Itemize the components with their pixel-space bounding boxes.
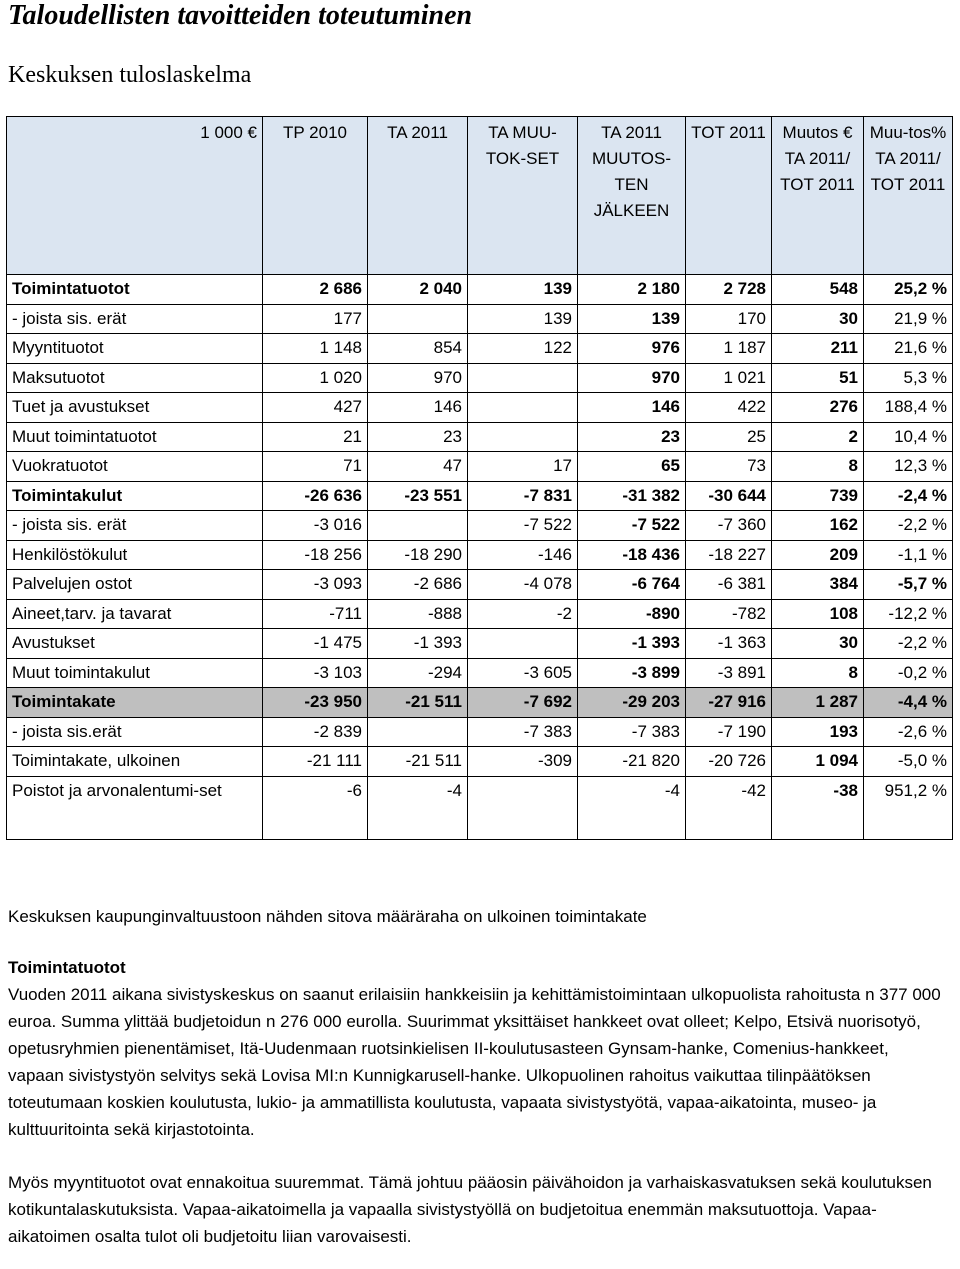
table-cell: 188,4 %	[864, 393, 953, 423]
table-cell: -18 227	[686, 540, 772, 570]
table-cell: 162	[772, 511, 864, 541]
table-cell: 139	[468, 275, 578, 305]
table-cell: 8	[772, 452, 864, 482]
table-cell: -31 382	[578, 481, 686, 511]
table-cell: 739	[772, 481, 864, 511]
table-row	[7, 540, 953, 570]
table-cell: -7 522	[578, 511, 686, 541]
table-cell: 854	[368, 334, 468, 364]
table-cell: -23 950	[263, 688, 368, 718]
table-cell: -782	[686, 599, 772, 629]
table-cell	[368, 717, 468, 747]
table-cell: -4,4 %	[864, 688, 953, 718]
table-cell: 8	[772, 658, 864, 688]
table-cell: 2 728	[686, 275, 772, 305]
binding-note: Keskuksen kaupunginvaltuustoon nähden sitova määräraha on ulkoinen toimintakate	[8, 907, 647, 926]
table-cell: -18 256	[263, 540, 368, 570]
table-row	[7, 570, 953, 600]
row-label: Aineet,tarv. ja tavarat	[7, 599, 263, 629]
column-header: 1 000 €	[7, 117, 263, 275]
table-row	[7, 747, 953, 777]
column-header: Muutos € TA 2011/ TOT 2011	[772, 117, 864, 275]
table-row	[7, 452, 953, 482]
table-cell: -711	[263, 599, 368, 629]
table-cell: 10,4 %	[864, 422, 953, 452]
page-subtitle: Keskuksen tuloslaskelma	[8, 62, 252, 88]
table-cell: 427	[263, 393, 368, 423]
table-cell: 384	[772, 570, 864, 600]
column-header: TA 2011	[368, 117, 468, 275]
table-cell: -2,2 %	[864, 629, 953, 659]
table-cell: 422	[686, 393, 772, 423]
table-cell: -23 551	[368, 481, 468, 511]
table-cell: 30	[772, 629, 864, 659]
table-cell: -7 383	[468, 717, 578, 747]
table-cell: -21 111	[263, 747, 368, 777]
table-cell: 209	[772, 540, 864, 570]
table-cell: 21,9 %	[864, 304, 953, 334]
table-row	[7, 511, 953, 541]
row-label: Myyntituotot	[7, 334, 263, 364]
row-label: Muut toimintatuotot	[7, 422, 263, 452]
text-block	[8, 903, 948, 1250]
table-cell: 17	[468, 452, 578, 482]
table-cell: 71	[263, 452, 368, 482]
table-cell: 12,3 %	[864, 452, 953, 482]
table-cell: -7 383	[578, 717, 686, 747]
table-cell	[468, 393, 578, 423]
table-row	[7, 304, 953, 334]
table-header-row	[7, 117, 953, 275]
table-cell: 65	[578, 452, 686, 482]
table-cell: -2,6 %	[864, 717, 953, 747]
table-row	[7, 393, 953, 423]
table-cell: -7 692	[468, 688, 578, 718]
column-header: TOT 2011	[686, 117, 772, 275]
table-cell	[468, 422, 578, 452]
section-heading: Toimintatuotot	[8, 958, 126, 977]
table-cell: 1 020	[263, 363, 368, 393]
paragraph-1: Vuoden 2011 aikana sivistyskeskus on saanut erilaisiin hankkeisiin ja kehittämistoimintaan ulkopuolista rahoitusta n 377 000 euroa. Summa ylittää budjetoidun n 276 000 eurolla. Suurimmat yksittäiset hankkeet ovat olleet; Kelpo, Etsivä nuorisotyö, opetusryhmien pienentämiset, Itä-Uudenmaan ruotsinkielisen II-koulutusasteen Gynsam-hanke, Comenius-hankkeet, vapaan sivistystyön selvitys sekä Lovisa MI:n Kunnigkarusell-hanke. Ulkopuolinen rahoitus vaikuttaa tilinpäätöksen toteutumaan koskien koulutusta, lukio- ja ammatillista koulutusta, vapaata sivistystyötä, vapaa-aikatointa, museo- ja kulttuuritointa sekä kirjastotointa.	[8, 985, 941, 1139]
table-cell: -2 686	[368, 570, 468, 600]
table-cell: -18 436	[578, 540, 686, 570]
table-cell: -0,2 %	[864, 658, 953, 688]
row-label: Tuet ja avustukset	[7, 393, 263, 423]
table-row	[7, 629, 953, 659]
table-cell: 146	[368, 393, 468, 423]
table-cell: 51	[772, 363, 864, 393]
row-label: Poistot ja arvonalentumi-set	[7, 776, 263, 839]
table-cell: -26 636	[263, 481, 368, 511]
table-row	[7, 717, 953, 747]
table-cell: 25,2 %	[864, 275, 953, 305]
table-cell: -6 764	[578, 570, 686, 600]
paragraph-2: Myös myyntituotot ovat ennakoitua suuremmat. Tämä johtuu pääosin päivähoidon ja varhaiskasvatuksen sekä koulutuksen kotikuntalaskutuksista. Vapaa-aikatoimella ja vapaalla sivistystyöllä on budjetoitua enemmän maksutuottoja. Vapaa-aikatoimen osalta tulot oli budjetoitu liian varovaisesti.	[8, 1173, 932, 1246]
table-cell: 30	[772, 304, 864, 334]
table-cell: -7 360	[686, 511, 772, 541]
table-row	[7, 776, 953, 839]
row-label: Maksutuotot	[7, 363, 263, 393]
table-cell: 2 180	[578, 275, 686, 305]
table-row	[7, 334, 953, 364]
column-header: TA 2011 MUUTOS-TEN JÄLKEEN	[578, 117, 686, 275]
table-cell: -7 522	[468, 511, 578, 541]
row-label: Henkilöstökulut	[7, 540, 263, 570]
row-label: Toimintakate, ulkoinen	[7, 747, 263, 777]
row-label: - joista sis. erät	[7, 304, 263, 334]
column-header: Muu-tos% TA 2011/ TOT 2011	[864, 117, 953, 275]
table-cell: -21 511	[368, 688, 468, 718]
row-label: Muut toimintakulut	[7, 658, 263, 688]
table-cell: -4 078	[468, 570, 578, 600]
table-cell: -27 916	[686, 688, 772, 718]
table-cell: -7 831	[468, 481, 578, 511]
table-cell: -3 103	[263, 658, 368, 688]
table-cell: 21	[263, 422, 368, 452]
row-label: - joista sis. erät	[7, 511, 263, 541]
table-cell: -3 093	[263, 570, 368, 600]
table-cell: -888	[368, 599, 468, 629]
table-row	[7, 481, 953, 511]
table-cell: 21,6 %	[864, 334, 953, 364]
table-cell	[368, 304, 468, 334]
table-cell: 1 094	[772, 747, 864, 777]
table-cell: 976	[578, 334, 686, 364]
table-cell: -1 393	[578, 629, 686, 659]
table-cell: -1 475	[263, 629, 368, 659]
table-cell: 548	[772, 275, 864, 305]
table-cell: -21 511	[368, 747, 468, 777]
row-label: Toimintakulut	[7, 481, 263, 511]
table-cell: -7 190	[686, 717, 772, 747]
table-cell	[368, 511, 468, 541]
table-cell: 177	[263, 304, 368, 334]
row-label: Vuokratuotot	[7, 452, 263, 482]
table-cell: 139	[578, 304, 686, 334]
table-cell: -3 016	[263, 511, 368, 541]
table-cell: -4	[578, 776, 686, 839]
table-cell: -4	[368, 776, 468, 839]
table-cell: 951,2 %	[864, 776, 953, 839]
table-cell: -12,2 %	[864, 599, 953, 629]
table-cell: -5,7 %	[864, 570, 953, 600]
table-cell: -29 203	[578, 688, 686, 718]
table-cell: 2 686	[263, 275, 368, 305]
table-cell: 23	[368, 422, 468, 452]
table-cell: -1 393	[368, 629, 468, 659]
table-cell: 170	[686, 304, 772, 334]
table-cell: -30 644	[686, 481, 772, 511]
table-cell: -2	[468, 599, 578, 629]
table-cell: -6 381	[686, 570, 772, 600]
table-cell: 193	[772, 717, 864, 747]
income-statement-table	[6, 116, 953, 840]
table-cell: -294	[368, 658, 468, 688]
table-cell: -890	[578, 599, 686, 629]
table-row	[7, 599, 953, 629]
table-cell: -6	[263, 776, 368, 839]
table-cell: 1 287	[772, 688, 864, 718]
table-cell: -1,1 %	[864, 540, 953, 570]
row-label: Toimintatuotot	[7, 275, 263, 305]
table-cell: 47	[368, 452, 468, 482]
table-cell: -3 891	[686, 658, 772, 688]
table-cell: -38	[772, 776, 864, 839]
table-cell: -3 605	[468, 658, 578, 688]
table-cell: 970	[368, 363, 468, 393]
table-cell: 73	[686, 452, 772, 482]
table-cell: 1 021	[686, 363, 772, 393]
table-cell: 1 148	[263, 334, 368, 364]
table-cell: -2,2 %	[864, 511, 953, 541]
table-cell: 1 187	[686, 334, 772, 364]
table-cell: -1 363	[686, 629, 772, 659]
page-title: Taloudellisten tavoitteiden toteutuminen	[8, 0, 473, 31]
table-cell: -2 839	[263, 717, 368, 747]
table-cell: 2	[772, 422, 864, 452]
table-cell: -3 899	[578, 658, 686, 688]
table-row	[7, 422, 953, 452]
table-cell: 108	[772, 599, 864, 629]
table-cell: -42	[686, 776, 772, 839]
table-row	[7, 363, 953, 393]
table-cell	[468, 629, 578, 659]
table-cell: -21 820	[578, 747, 686, 777]
table-cell: 970	[578, 363, 686, 393]
table-cell	[468, 776, 578, 839]
table-row	[7, 688, 953, 718]
table-cell: 25	[686, 422, 772, 452]
table-cell: -5,0 %	[864, 747, 953, 777]
table-cell	[468, 363, 578, 393]
column-header: TP 2010	[263, 117, 368, 275]
table-row	[7, 275, 953, 305]
table-cell: 276	[772, 393, 864, 423]
table-cell: 139	[468, 304, 578, 334]
table-cell: 146	[578, 393, 686, 423]
table-cell: 23	[578, 422, 686, 452]
table-cell: 5,3 %	[864, 363, 953, 393]
table-cell: -2,4 %	[864, 481, 953, 511]
table-cell: -309	[468, 747, 578, 777]
row-label: - joista sis.erät	[7, 717, 263, 747]
table-row	[7, 658, 953, 688]
table-cell: 122	[468, 334, 578, 364]
column-header: TA MUU-TOK-SET	[468, 117, 578, 275]
table-cell: -20 726	[686, 747, 772, 777]
table-cell: -18 290	[368, 540, 468, 570]
row-label: Palvelujen ostot	[7, 570, 263, 600]
table-cell: 211	[772, 334, 864, 364]
table-cell: 2 040	[368, 275, 468, 305]
table-cell: -146	[468, 540, 578, 570]
row-label: Avustukset	[7, 629, 263, 659]
row-label: Toimintakate	[7, 688, 263, 718]
